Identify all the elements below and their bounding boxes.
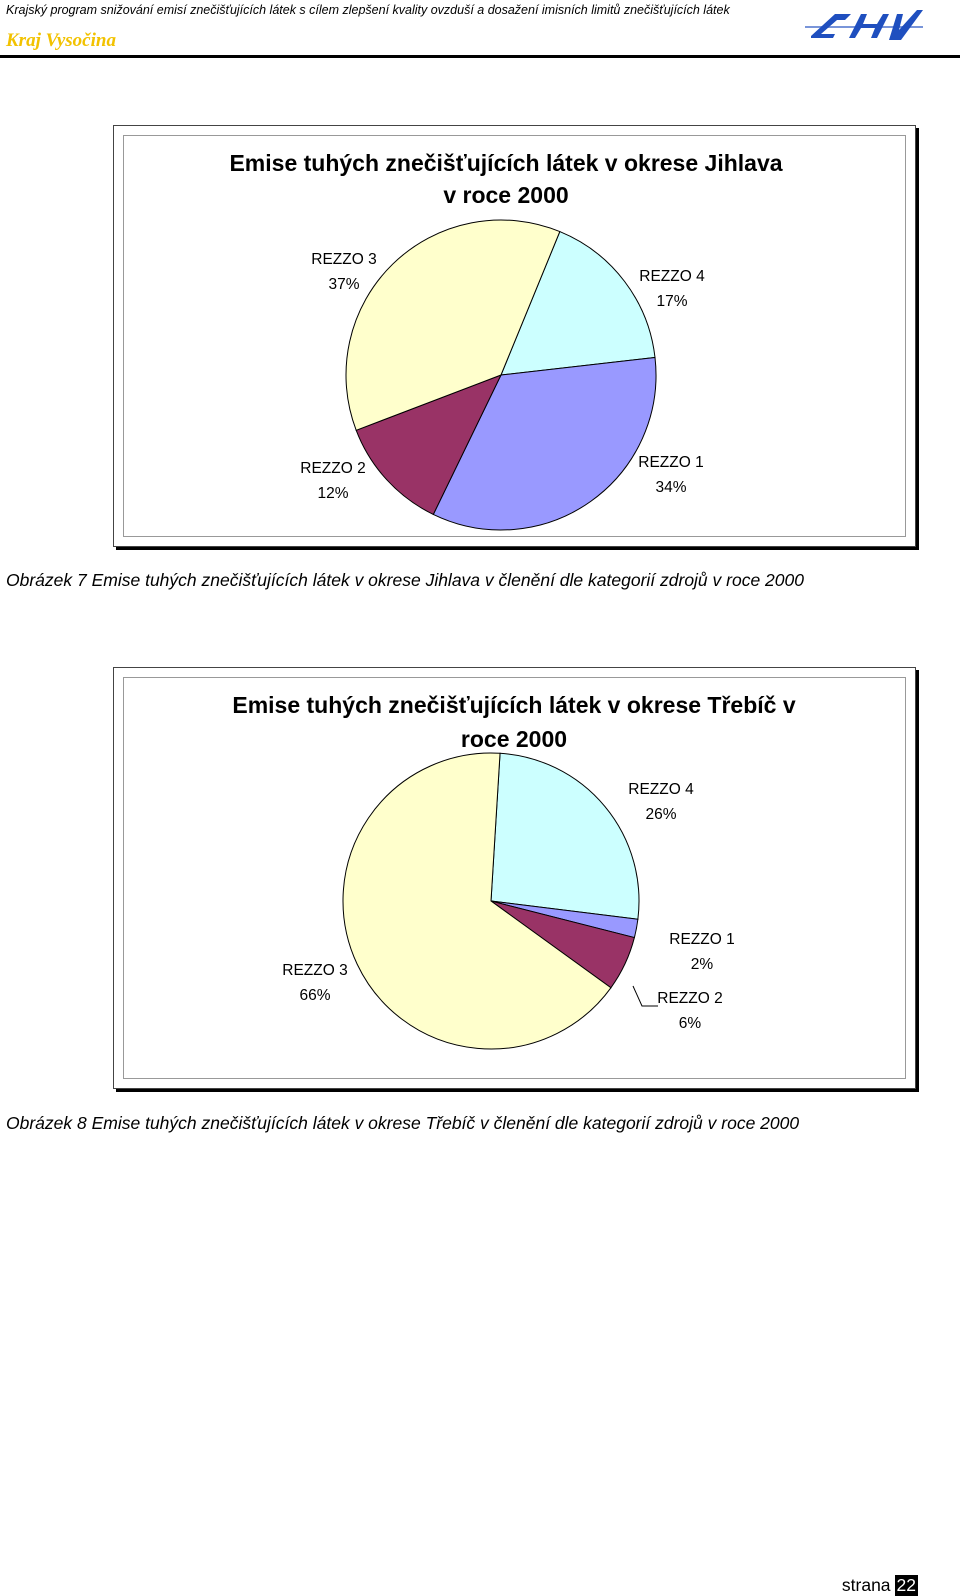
pie-slice-rezzo4 [491, 753, 639, 919]
pie-chart-trebic [114, 668, 915, 1088]
slice-label-rezzo1-name: REZZO 1 [669, 931, 735, 948]
document-header-title: Krajský program snižování emisí znečišťujících látek s cílem zlepšení kvality ovzduší a dosažení imisních limitů znečišťujících látek [6, 3, 730, 17]
page-number: 22 [896, 1575, 916, 1595]
chart-jihlava [113, 125, 916, 547]
slice-label-rezzo4-percent: 26% [645, 806, 677, 823]
chart-trebic [113, 667, 916, 1089]
slice-label-rezzo2-name: REZZO 2 [657, 990, 723, 1007]
figure-caption-7: Obrázek 7 Emise tuhých znečišťujících látek v okrese Jihlava v členění dle kategorií zdrojů v roce 2000 [6, 570, 804, 590]
chart-title-line-2: roce 2000 [460, 726, 568, 752]
slice-label-rezzo2-percent: 6% [678, 1015, 702, 1032]
page-footer [842, 1575, 918, 1596]
chart-title-line-2: v roce 2000 [443, 182, 569, 208]
chart-title-line-1: Emise tuhých znečišťujících látek v okrese Jihlava [229, 150, 783, 176]
pie-chart-jihlava [114, 126, 915, 546]
slice-label-rezzo2-name: REZZO 2 [300, 460, 366, 477]
chmi-logo-icon [805, 6, 923, 46]
region-name: Kraj Vysočina [6, 30, 116, 51]
slice-label-rezzo3-percent: 66% [299, 987, 331, 1004]
slice-label-rezzo1-percent: 34% [655, 479, 687, 496]
slice-label-rezzo3-name: REZZO 3 [311, 251, 377, 268]
leader-line-rezzo2 [633, 986, 658, 1006]
slice-label-rezzo1-percent: 2% [690, 956, 714, 973]
chart-title-line-1: Emise tuhých znečišťujících látek v okrese Třebíč v [232, 692, 796, 718]
header-rule [0, 55, 960, 58]
slice-label-rezzo3-name: REZZO 3 [282, 962, 348, 979]
figure-caption-8: Obrázek 8 Emise tuhých znečišťujících látek v okrese Třebíč v členění dle kategorií zdrojů v roce 2000 [6, 1113, 800, 1133]
page-label: strana [841, 1575, 891, 1595]
slice-label-rezzo1-name: REZZO 1 [638, 454, 704, 471]
slice-label-rezzo4-name: REZZO 4 [628, 781, 694, 798]
slice-label-rezzo4-name: REZZO 4 [639, 268, 705, 285]
slice-label-rezzo2-percent: 12% [317, 485, 349, 502]
slice-label-rezzo4-percent: 17% [656, 293, 688, 310]
slice-label-rezzo3-percent: 37% [328, 276, 360, 293]
